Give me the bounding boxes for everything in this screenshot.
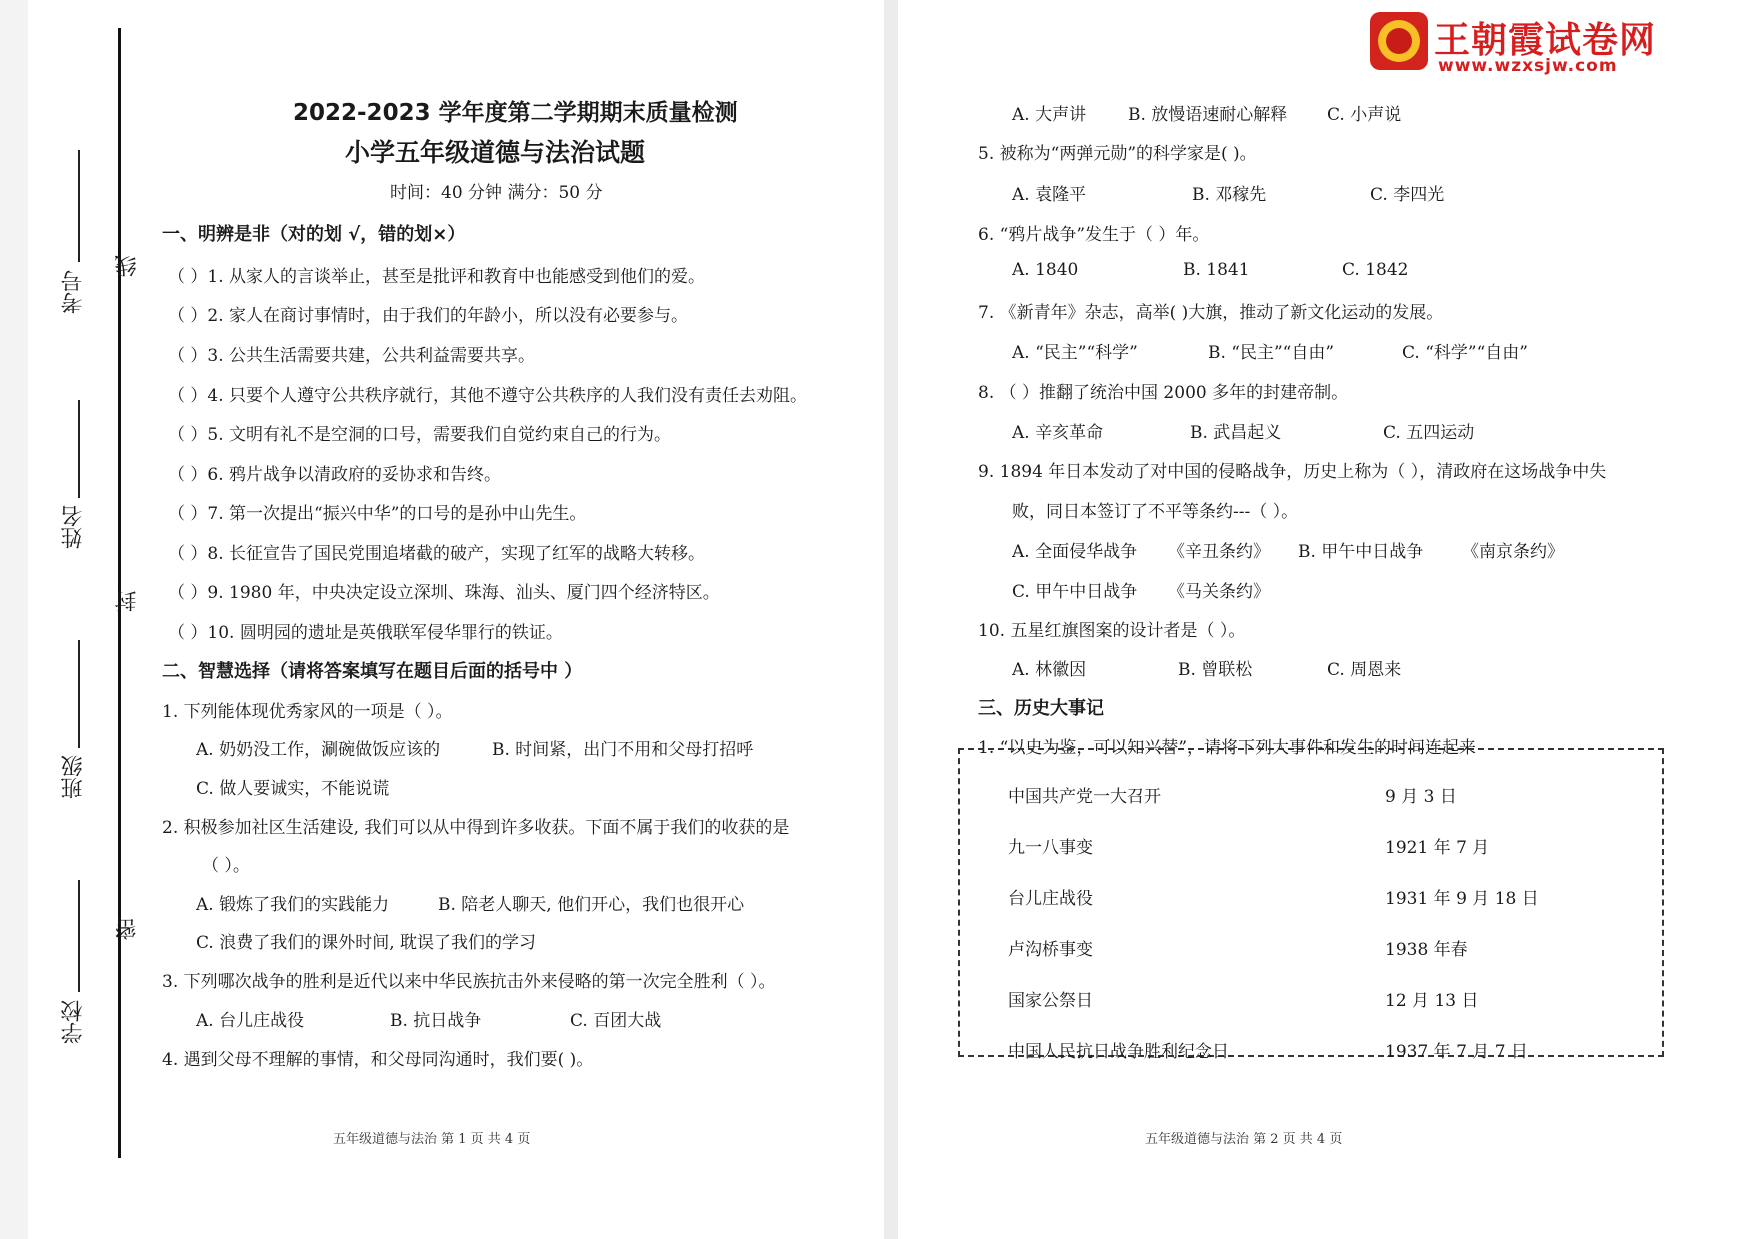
page2-footer: 五年级道德与法治 第 2 页 共 4 页 [1145, 1132, 1343, 1147]
q1-option-c: C. 做人要诚实，不能说谎 [196, 779, 390, 799]
seal-char-secret: 密 [115, 918, 140, 940]
q6-stem: 6. “鸦片战争”发生于（ ）年。 [978, 225, 1210, 245]
exam-title-line2: 小学五年级道德与法治试题 [345, 138, 646, 167]
judge-item-1: （ ）1. 从家人的言谈举止，甚至是批评和教育中也能感受到他们的爱。 [168, 267, 706, 287]
class-blank [78, 640, 80, 748]
q2-option-c: C. 浪费了我们的课外时间, 耽误了我们的学习 [196, 933, 537, 953]
q2-option-a: A. 锻炼了我们的实践能力 [196, 895, 390, 915]
q7-stem: 7. 《新青年》杂志，高举( )大旗，推动了新文化运动的发展。 [978, 303, 1444, 323]
event-2: 九一八事变 [1008, 838, 1093, 858]
q4-option-c: C. 小声说 [1327, 105, 1402, 125]
section1-heading: 一、明辨是非（对的划 √，错的划×） [162, 224, 466, 245]
judge-item-5: （ ）5. 文明有礼不是空洞的口号，需要我们自觉约束自己的行为。 [168, 425, 672, 445]
q5-option-c: C. 李四光 [1370, 185, 1445, 205]
section2-heading: 二、智慧选择（请将答案填写在题目后面的括号中 ） [162, 661, 583, 682]
name-blank [78, 400, 80, 498]
event-1: 中国共产党一大召开 [1008, 787, 1161, 807]
q6-option-b: B. 1841 [1183, 260, 1250, 280]
school-label: 学校 [61, 1000, 86, 1044]
q7-option-c: C. “科学”“自由” [1402, 343, 1528, 363]
q2-stem: 2. 积极参加社区生活建设, 我们可以从中得到许多收获。下面不属于我们的收获的是 [162, 818, 790, 838]
judge-item-9: （ ）9. 1980 年，中央决定设立深圳、珠海、汕头、厦门四个经济特区。 [168, 583, 720, 603]
q8-option-a: A. 辛亥革命 [1012, 423, 1104, 443]
judge-item-10: （ ）10. 圆明园的遗址是英俄联军侵华罪行的铁证。 [168, 623, 563, 643]
q9-stem-cont: 败，同日本签订了不平等条约---（ ）。 [1012, 502, 1299, 522]
class-label: 班级 [61, 755, 86, 799]
logo-seal-icon [1370, 12, 1428, 70]
exam-meta: 时间：40 分钟 满分：50 分 [390, 183, 603, 203]
judge-item-4: （ ）4. 只要个人遵守公共秩序就行，其他不遵守公共秩序的人我们没有责任去劝阻。 [168, 386, 808, 406]
event-5: 国家公祭日 [1008, 991, 1093, 1011]
q6-option-c: C. 1842 [1342, 260, 1409, 280]
q4-option-b: B. 放慢语速耐心解释 [1128, 105, 1288, 125]
seal-char-seal: 封 [115, 590, 140, 612]
page-gutter [884, 0, 898, 1239]
q9-option-b: B. 甲午中日战争 [1298, 542, 1424, 562]
logo-url: www.wzxsjw.com [1438, 56, 1618, 76]
q7-option-b: B. “民主”“自由” [1208, 343, 1335, 363]
site-logo [1370, 12, 1690, 78]
history-q1-stem: 1. “以史为鉴，可以知兴替”，请将下列大事件和发生的时间连起来 [978, 738, 1477, 758]
exam-number-label: 考号 [61, 270, 86, 314]
date-5: 12 月 13 日 [1385, 991, 1479, 1011]
q5-stem: 5. 被称为“两弹元勋”的科学家是( )。 [978, 144, 1257, 164]
q9-option-a-treaty: 《辛丑条约》 [1168, 542, 1270, 562]
judge-item-3: （ ）3. 公共生活需要共建，公共利益需要共享。 [168, 346, 536, 366]
school-blank [78, 880, 80, 992]
seal-char-line: 线 [115, 255, 140, 277]
event-3: 台儿庄战役 [1008, 889, 1093, 909]
q1-option-a: A. 奶奶没工作，涮碗做饭应该的 [196, 740, 441, 760]
q10-option-a: A. 林徽因 [1012, 660, 1087, 680]
judge-item-2: （ ）2. 家人在商讨事情时，由于我们的年龄小，所以没有必要参与。 [168, 306, 689, 326]
page1-footer: 五年级道德与法治 第 1 页 共 4 页 [333, 1132, 531, 1147]
date-6: 1937 年 7 月 7 日 [1385, 1042, 1528, 1062]
q1-option-b: B. 时间紧，出门不用和父母打招呼 [492, 740, 754, 760]
q10-option-c: C. 周恩来 [1327, 660, 1402, 680]
logo-title: 王朝霞试卷网 [1434, 20, 1657, 61]
event-4: 卢沟桥事变 [1008, 940, 1093, 960]
q10-stem: 10. 五星红旗图案的设计者是（ ）。 [978, 621, 1246, 641]
q4-option-a: A. 大声讲 [1012, 105, 1087, 125]
q3-stem: 3. 下列哪次战争的胜利是近代以来中华民族抗击外来侵略的第一次完全胜利（ ）。 [162, 972, 776, 992]
judge-item-6: （ ）6. 鸦片战争以清政府的妥协求和告终。 [168, 465, 502, 485]
q3-option-c: C. 百团大战 [570, 1011, 662, 1031]
q3-option-b: B. 抗日战争 [390, 1011, 482, 1031]
name-label: 姓名 [61, 505, 86, 549]
left-page-edge [0, 0, 28, 1239]
q2-stem-cont: （ ）。 [202, 856, 250, 876]
q1-stem: 1. 下列能体现优秀家风的一项是（ ）。 [162, 702, 453, 722]
date-2: 1921 年 7 月 [1385, 838, 1490, 858]
q9-stem: 9. 1894 年日本发动了对中国的侵略战争，历史上称为（ ），清政府在这场战争中失 [978, 462, 1607, 482]
q7-option-a: A. “民主”“科学” [1012, 343, 1138, 363]
judge-item-7: （ ）7. 第一次提出“振兴中华”的口号的是孙中山先生。 [168, 504, 587, 524]
q10-option-b: B. 曾联松 [1178, 660, 1253, 680]
date-3: 1931 年 9 月 18 日 [1385, 889, 1539, 909]
section3-heading: 三、历史大事记 [978, 698, 1104, 719]
q9-option-c-treaty: 《马关条约》 [1168, 582, 1270, 602]
q4-stem: 4. 遇到父母不理解的事情，和父母同沟通时，我们要( )。 [162, 1050, 594, 1070]
event-6: 中国人民抗日战争胜利纪念日 [1008, 1042, 1229, 1062]
q3-option-a: A. 台儿庄战役 [196, 1011, 305, 1031]
date-4: 1938 年春 [1385, 940, 1468, 960]
date-1: 9 月 3 日 [1385, 787, 1457, 807]
q8-option-c: C. 五四运动 [1383, 423, 1475, 443]
judge-item-8: （ ）8. 长征宣告了国民党围追堵截的破产，实现了红军的战略大转移。 [168, 544, 706, 564]
q9-option-b-treaty: 《南京条约》 [1462, 542, 1564, 562]
q5-option-a: A. 袁隆平 [1012, 185, 1087, 205]
q6-option-a: A. 1840 [1012, 260, 1079, 280]
q2-option-b: B. 陪老人聊天, 他们开心，我们也很开心 [438, 895, 745, 915]
q8-stem: 8. （ ）推翻了统治中国 2000 多年的封建帝制。 [978, 383, 1349, 403]
exam-title-line1: 2022-2023 学年度第二学期期末质量检测 [293, 100, 738, 126]
exam-number-blank [78, 150, 80, 262]
q5-option-b: B. 邓稼先 [1192, 185, 1267, 205]
q8-option-b: B. 武昌起义 [1190, 423, 1282, 443]
q9-option-c: C. 甲午中日战争 [1012, 582, 1138, 602]
q9-option-a: A. 全面侵华战争 [1012, 542, 1138, 562]
